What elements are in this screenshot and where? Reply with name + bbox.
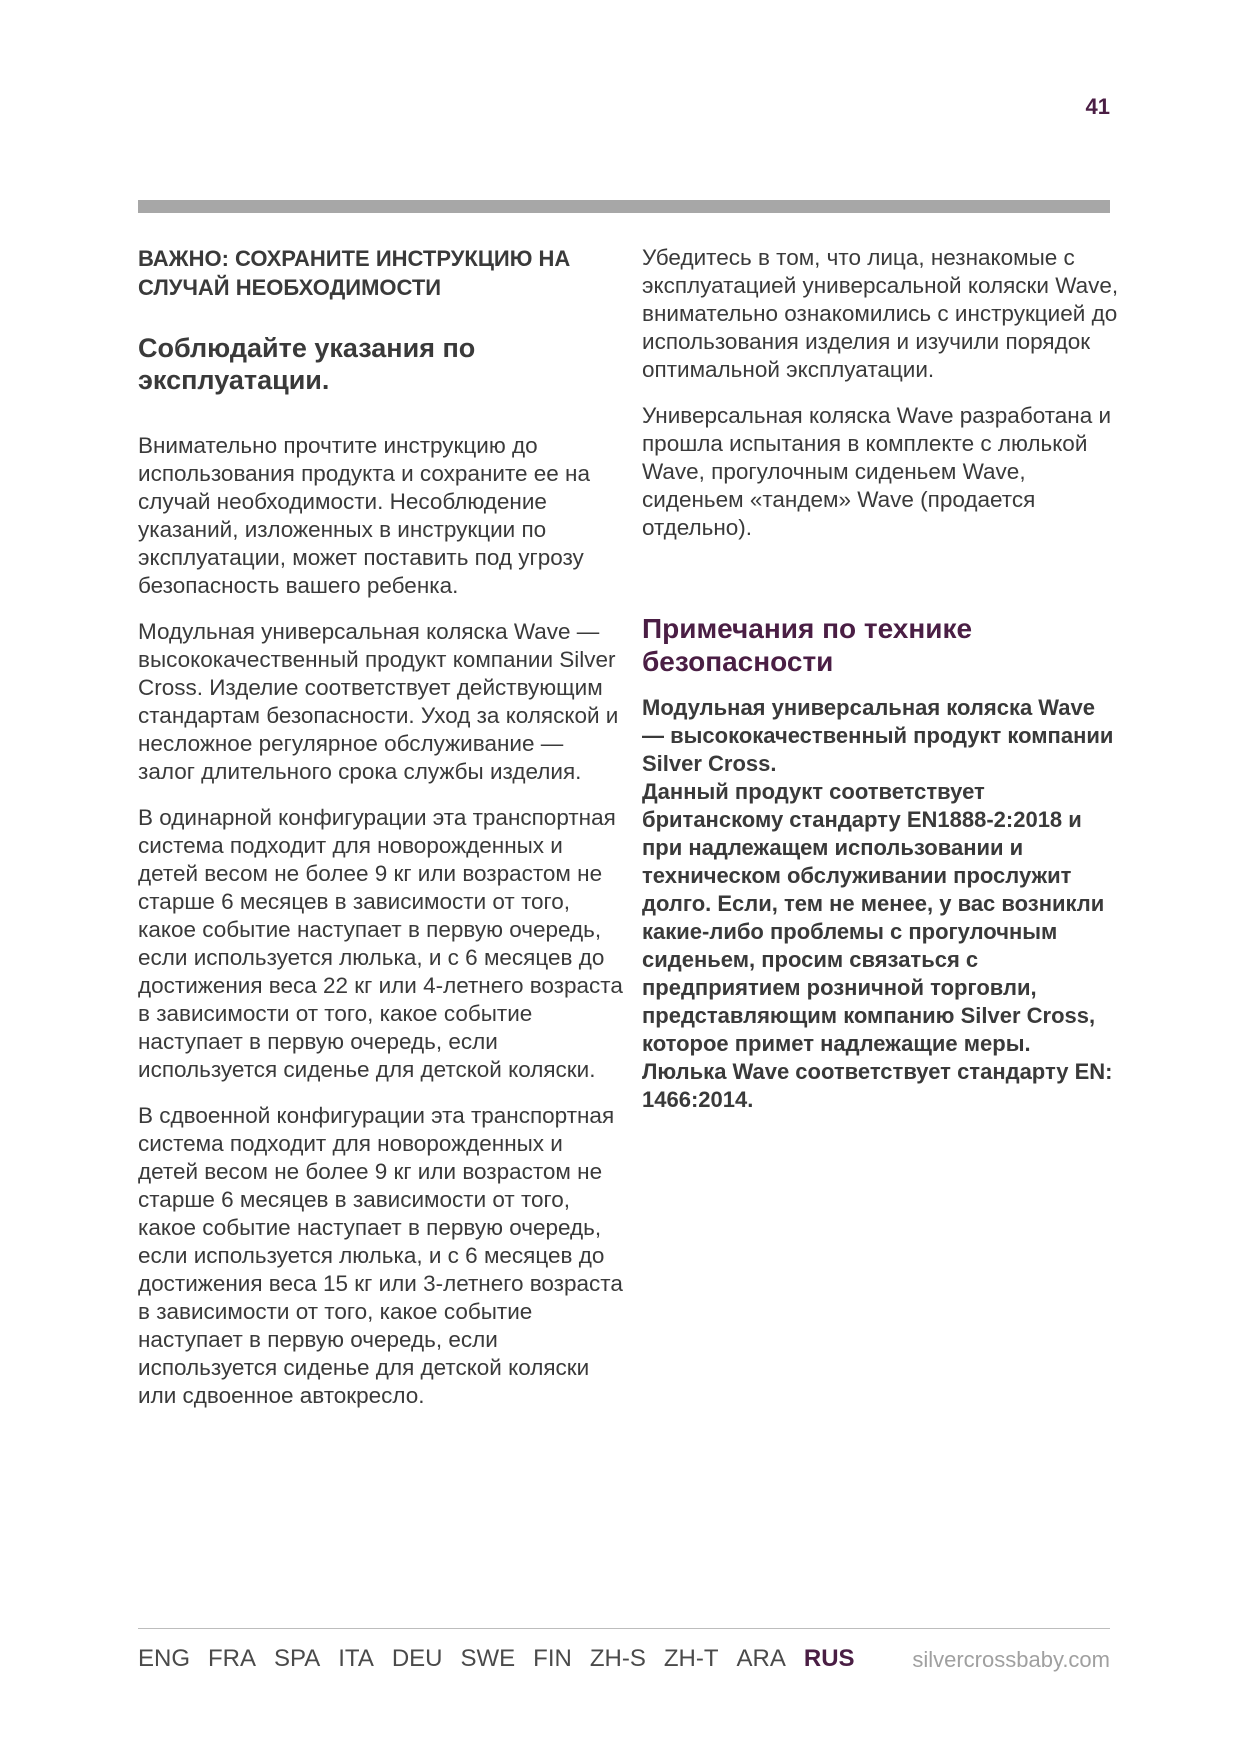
safety-line-intro: Модульная универсальная коляска Wave — высококачественный продукт компании Silver Cross. xyxy=(642,695,1114,776)
paragraph-product-intro: Модульная универсальная коляска Wave — высококачественный продукт компании Silver Cross. Изделие соответствует действующим стандартам безопасности. Уход за коляской и несложное регулярное обслуживание — залог длительного срока службы изделия. xyxy=(138,619,619,784)
usage-subheading: Соблюдайте указания по эксплуатации. xyxy=(138,333,476,395)
language-link-fra[interactable]: FRA xyxy=(208,1645,257,1672)
language-link-spa[interactable]: SPA xyxy=(274,1645,321,1672)
right-column xyxy=(642,244,1120,1114)
paragraph-tested-with: Универсальная коляска Wave разработана и прошла испытания в комплекте с люлькой Wave, прогулочным сиденьем Wave, сиденьем «тандем» Wave (продается отдельно). xyxy=(642,403,1112,540)
language-link-zh-t[interactable]: ZH-T xyxy=(663,1645,719,1672)
website-link[interactable]: silvercrossbaby.com xyxy=(912,1647,1110,1672)
safety-line-standard: Данный продукт соответствует британскому стандарту EN1888-2:2018 и при надлежащем использовании и техническом обслуживании прослужит долго. Если, тем не менее, у вас возникли какие-либо проблемы с прогулочным сиденьем, просим связаться с предприятием розничной торговли, представляющим компанию Silver Cross, которое примет надлежащие меры. xyxy=(642,779,1105,1056)
important-notice: ВАЖНО: СОХРАНИТЕ ИНСТРУКЦИЮ НА СЛУЧАЙ НЕОБХОДИМОСТИ xyxy=(138,246,571,300)
paragraph-read-instructions: Внимательно прочтите инструкцию до использования продукта и сохраните ее на случай необходимости. Несоблюдение указаний, изложенных в инструкции по эксплуатации, может поставить под угрозу безопасность вашего ребенка. xyxy=(138,433,590,598)
language-link-fin[interactable]: FIN xyxy=(533,1645,572,1672)
safety-line-carrycot: Люлька Wave соответствует стандарту EN: 1466:2014. xyxy=(642,1059,1113,1112)
language-link-ara[interactable]: ARA xyxy=(736,1645,786,1672)
paragraph-familiarize: Убедитесь в том, что лица, незнакомые с эксплуатацией универсальной коляски Wave, внимательно ознакомились с инструкцией до использования изделия и изучили порядок оптимальной эксплуатации. xyxy=(642,245,1119,382)
language-link-swe[interactable]: SWE xyxy=(460,1645,516,1672)
footer-divider xyxy=(138,1628,1110,1629)
page-number: 41 xyxy=(1085,94,1110,119)
language-link-zh-s[interactable]: ZH-S xyxy=(589,1645,646,1672)
paragraph-double-config: В сдвоенной конфигурации эта транспортная система подходит для новорожденных и детей весом не более 9 кг или возрастом не старше 6 месяцев в зависимости от того, какое событие наступает в первую очередь, если используется люлька, и с 6 месяцев до достижения веса 15 кг или 3-летнего возраста в зависимости от того, какое событие наступает в первую очередь, если используется сиденье для детской коляски или сдвоенное автокресло. xyxy=(138,1103,623,1408)
language-nav xyxy=(138,1645,873,1673)
language-link-ita[interactable]: ITA xyxy=(338,1645,374,1672)
left-column xyxy=(138,244,623,1428)
paragraph-single-config: В одинарной конфигурации эта транспортная система подходит для новорожденных и детей весом не более 9 кг или возрастом не старше 6 месяцев в зависимости от того, какое событие наступает в первую очередь, если используется люлька, и с 6 месяцев до достижения веса 22 кг или 4-летнего возраста в зависимости от того, какое событие наступает в первую очередь, если используется сиденье для детской коляски. xyxy=(138,805,623,1082)
safety-heading: Примечания по технике безопасности xyxy=(642,613,973,677)
language-link-rus[interactable]: RUS xyxy=(803,1645,855,1672)
header-divider xyxy=(138,200,1110,213)
language-link-eng[interactable]: ENG xyxy=(138,1645,191,1672)
language-link-deu[interactable]: DEU xyxy=(391,1645,443,1672)
